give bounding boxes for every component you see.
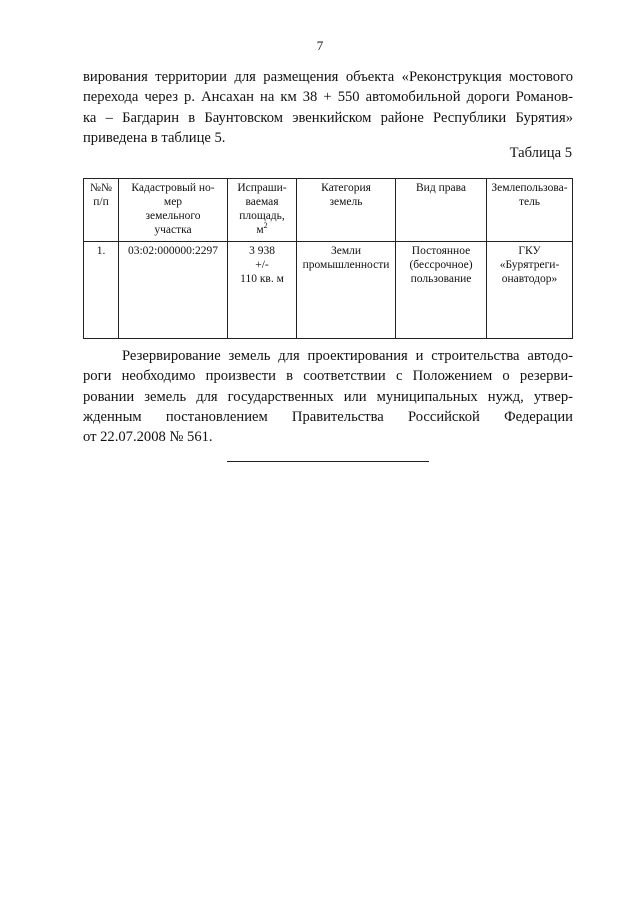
text-line: ровании земель для государственных или муниципальных нужд, утвер- (83, 388, 573, 405)
table-header-row (84, 179, 573, 242)
page-number: 7 (316, 38, 324, 53)
table-row (84, 242, 573, 339)
header-cadastral-number: Кадастровый но- мер земельного участка (119, 179, 228, 242)
cell-land-user: ГКУ «Бурятреги- онавтодор» (487, 242, 573, 339)
text-line: перехода через р. Ансахан на км 38 + 550 автомобильной дороги Романов- (83, 89, 573, 106)
closing-paragraph (83, 346, 573, 447)
text-line: роги необходимо произвести в соответствии с Положением о резерви- (83, 368, 573, 385)
cell-requested-area: 3 938 +/- 110 кв. м (228, 242, 297, 339)
text-line: ка – Багдарин в Баунтовском эвенкийском районе Республики Бурятия» (83, 109, 573, 126)
header-right-type: Вид права (396, 179, 487, 242)
text-line: жденным постановлением Правительства Российской Федерации (83, 408, 573, 425)
land-plot-table (83, 178, 573, 339)
header-number: №№ п/п (84, 179, 119, 242)
text-line: Резервирование земель для проектирования и строительства автодо- (122, 348, 573, 364)
cell-cadastral-number: 03:02:000000:2297 (119, 242, 228, 339)
text-line: вирования территории для размещения объекта «Реконструкция мостового (83, 69, 573, 85)
header-land-category: Категория земель (297, 179, 396, 242)
cell-right-type: Постоянное (бессрочное) пользование (396, 242, 487, 339)
table-caption: Таблица 5 (509, 145, 572, 161)
cell-land-category: Земли промышленности (297, 242, 396, 339)
header-land-user: Землепользова- тель (487, 179, 573, 242)
text-line: приведена в таблице 5. (83, 129, 226, 146)
intro-paragraph (83, 67, 573, 148)
cell-number: 1. (84, 242, 119, 339)
text-line: от 22.07.2008 № 561. (83, 429, 213, 446)
area-unit-superscript: 2 (263, 221, 268, 231)
header-requested-area: Испраши- ваемая площадь, $м^2$ (228, 179, 297, 242)
end-divider-line (227, 461, 429, 462)
